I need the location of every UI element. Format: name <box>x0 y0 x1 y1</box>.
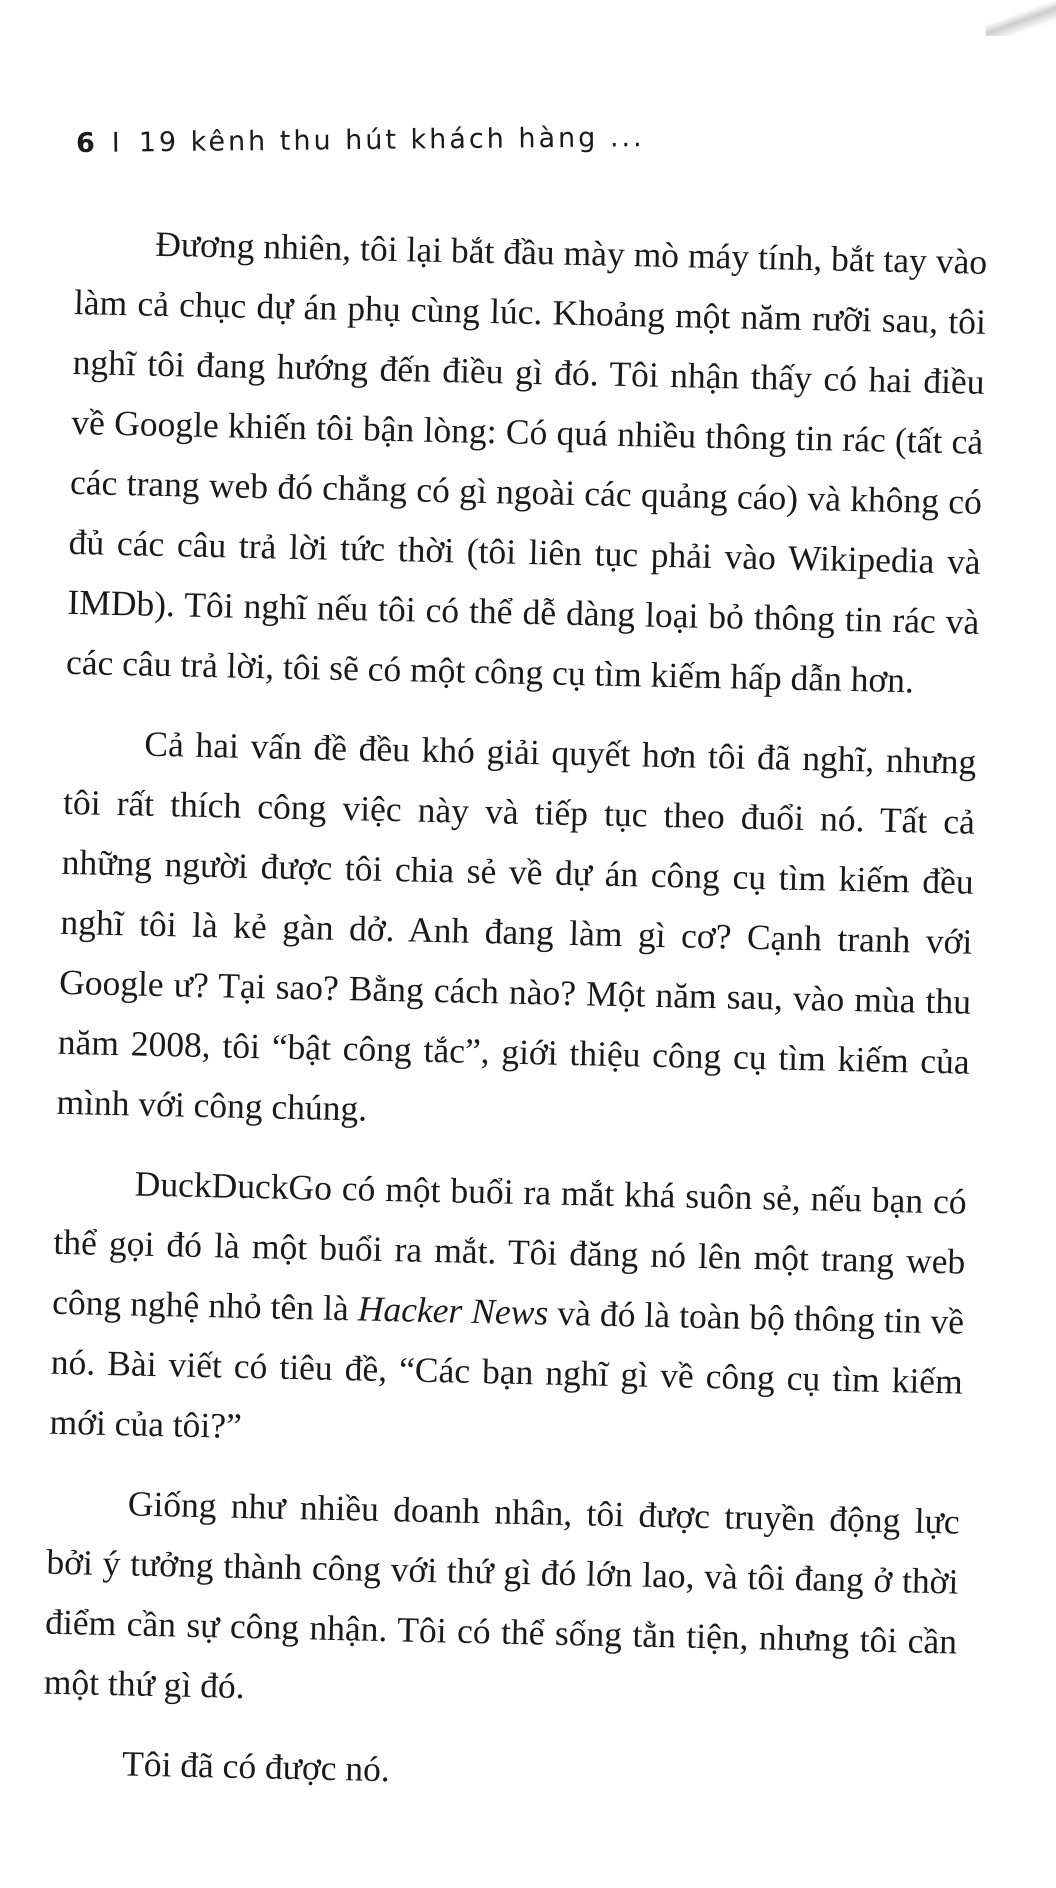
book-title: 19 kênh thu hút khách hàng ... <box>138 122 645 159</box>
paragraph-4: Giống như nhiều doanh nhân, tôi được truyền động lực bởi ý tưởng thành công với thứ gì đó lớn lao, và tôi đang ở thời điểm cần sự công nhận. Tôi có thể sống tằn tiện, nhưng tôi cần một thứ gì đó. <box>43 1483 961 1707</box>
paragraph-5: Tôi đã có được nó. <box>121 1743 391 1790</box>
running-header <box>76 122 645 159</box>
paragraph-2: Cả hai vấn đề đều khó giải quyết hơn tôi đã nghĩ, nhưng tôi rất thích công việc này và tiếp tục theo đuổi nó. Tất cả những người được tôi chia sẻ về dự án công cụ tìm kiếm đều nghĩ tôi là kẻ gàn dở. Anh đang làm gì cơ? Cạnh tranh với Google ư? Tại sao? Bằng cách nào? Một năm sau, vào mùa thu năm 2008, tôi “bật công tắc”, giới thiệu công cụ tìm kiếm của mình với công chúng. <box>56 723 977 1129</box>
header-separator: I <box>111 127 123 159</box>
body-text <box>42 212 988 1812</box>
paragraph-1: Đương nhiên, tôi lại bắt đầu mày mò máy tính, bắt tay vào làm cả chục dự án phụ cùng lúc. Khoảng một năm rưỡi sau, tôi nghĩ tôi đang hướng đến điều gì đó. Tôi nhận thấy có hai điều về Google khiến tôi bận lòng: Có quá nhiều thông tin rác (tất cả các trang web đó chẳng có gì ngoài các quảng cáo) và không có đủ các câu trả lời tức thời (tôi liên tục phải vào Wikipedia và IMDb). Tôi nghĩ nếu tôi có thể dễ dàng loại bỏ thông tin rác và các câu trả lời, tôi sẽ có một công cụ tìm kiếm hấp dẫn hơn. <box>65 223 988 701</box>
paragraph-3 <box>49 1152 967 1472</box>
page-number: 6 <box>75 127 98 159</box>
paragraph-3-text-before: DuckDuckGo có một buổi ra mắt khá suôn sẻ, nếu bạn có thể gọi đó là một buổi ra mắt. Tôi đăng nó lên một trang web công nghệ nhỏ tên là <box>51 1163 968 1329</box>
paragraph-3-text-after: và đó là toàn bộ thông tin về nó. Bài viết có tiêu đề, “Các bạn nghĩ gì về công cụ tìm kiếm mới của tôi?” <box>49 1292 965 1446</box>
page-corner-shadow <box>986 0 1056 36</box>
publication-title: Hacker News <box>357 1288 549 1333</box>
